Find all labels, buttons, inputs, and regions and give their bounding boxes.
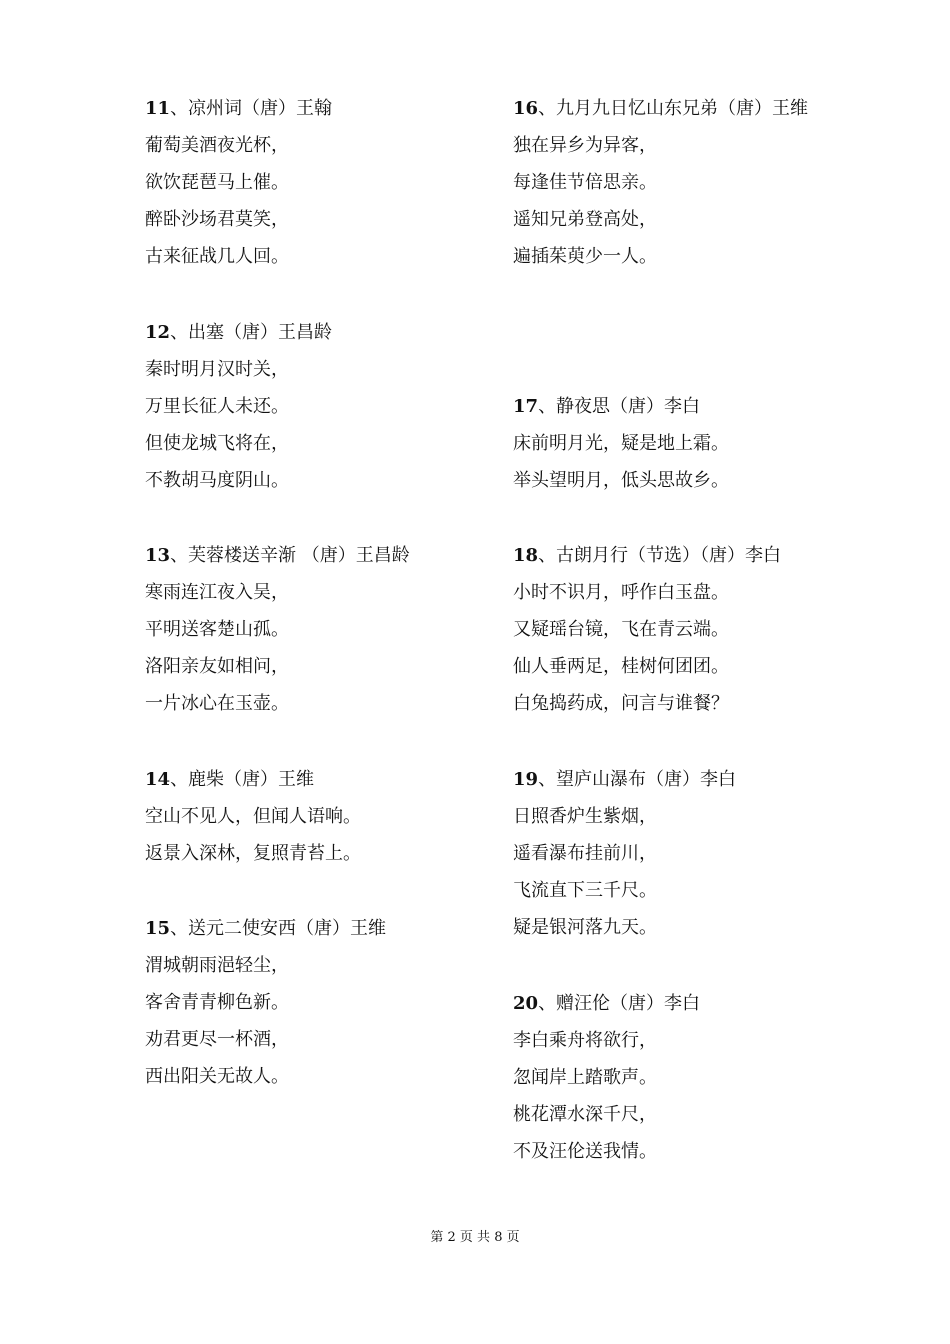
poem-11 [145, 96, 485, 281]
poem-title-text: 、芙蓉楼送辛渐 （唐）王昌龄 [170, 545, 410, 566]
poem-15 [145, 916, 485, 1101]
poem-line: 洛阳亲友如相问， [145, 656, 289, 677]
poem-line: 醉卧沙场君莫笑， [145, 209, 289, 230]
poem-line: 床前明月光，疑是地上霜。 [513, 433, 729, 454]
poem-line: 遥知兄弟登高处， [513, 209, 657, 230]
poem-line: 举头望明月，低头思故乡。 [513, 470, 729, 491]
poem-title-text: 、静夜思（唐）李白 [538, 396, 701, 417]
poem-title-text: 、鹿柴（唐）王维 [170, 769, 315, 790]
poem-16 [513, 96, 853, 281]
poem-title-text: 、九月九日忆山东兄弟（唐）王维 [538, 98, 809, 119]
poem-title-text: 、出塞（唐）王昌龄 [170, 322, 333, 343]
poem-line: 遍插茱萸少一人。 [513, 246, 657, 267]
poem-title [145, 320, 485, 357]
poem-title-text: 、古朗月行（节选）（唐）李白 [538, 545, 782, 566]
poem-14 [145, 767, 485, 878]
poem-line: 但使龙城飞将在， [145, 433, 289, 454]
poem-title [513, 991, 853, 1028]
poem-number: 17 [513, 396, 539, 417]
poem-title [513, 394, 853, 431]
poem-17 [513, 394, 853, 505]
poem-line: 白兔捣药成，问言与谁餐？ [513, 693, 729, 714]
poem-line: 渭城朝雨浥轻尘， [145, 955, 289, 976]
poem-title-text: 、望庐山瀑布（唐）李白 [538, 769, 737, 790]
poem-line: 欲饮琵琶马上催。 [145, 172, 289, 193]
poem-line: 古来征战几人回。 [145, 246, 289, 267]
poem-line: 忽闻岸上踏歌声。 [513, 1067, 657, 1088]
poem-title [513, 96, 853, 133]
poem-line: 独在异乡为异客， [513, 135, 657, 156]
page-number-footer: 第 2 页 共 8 页 [430, 1230, 520, 1245]
poem-line: 西出阳关无故人。 [145, 1066, 289, 1087]
poem-20 [513, 991, 853, 1176]
poem-line: 仙人垂两足，桂树何团团。 [513, 656, 729, 677]
poem-line: 寒雨连江夜入吴， [145, 582, 289, 603]
poem-13 [145, 543, 485, 728]
poem-number: 16 [513, 98, 539, 119]
poem-18 [513, 543, 853, 728]
poem-number: 14 [145, 769, 171, 790]
poem-line: 秦时明月汉时关， [145, 359, 289, 380]
poem-number: 11 [145, 98, 171, 119]
poem-number: 12 [145, 322, 171, 343]
poem-title-text: 、凉州词（唐）王翰 [170, 98, 333, 119]
poem-line: 每逢佳节倍思亲。 [513, 172, 657, 193]
poem-line: 又疑瑶台镜，飞在青云端。 [513, 619, 729, 640]
poem-number: 18 [513, 545, 539, 566]
poem-line: 飞流直下三千尺。 [513, 880, 657, 901]
poem-line: 空山不见人，但闻人语响。 [145, 806, 361, 827]
poem-line: 一片冰心在玉壶。 [145, 693, 289, 714]
poem-title-text: 、赠汪伦（唐）李白 [538, 993, 701, 1014]
poem-number: 20 [513, 993, 539, 1014]
poem-title [145, 96, 485, 133]
poem-line: 平明送客楚山孤。 [145, 619, 289, 640]
poem-line: 小时不识月，呼作白玉盘。 [513, 582, 729, 603]
poem-19 [513, 767, 853, 952]
poem-line: 疑是银河落九天。 [513, 917, 657, 938]
poem-title-text: 、送元二使安西（唐）王维 [170, 918, 387, 939]
poem-12 [145, 320, 485, 505]
poem-line: 万里长征人未还。 [145, 396, 289, 417]
poem-title [145, 767, 485, 804]
poem-title [513, 543, 853, 580]
poem-line: 劝君更尽一杯酒， [145, 1029, 289, 1050]
poem-line: 桃花潭水深千尺， [513, 1104, 657, 1125]
poem-line: 不教胡马度阴山。 [145, 470, 289, 491]
poem-line: 李白乘舟将欲行， [513, 1030, 657, 1051]
poem-line: 日照香炉生紫烟， [513, 806, 657, 827]
poem-title [145, 543, 485, 580]
poem-number: 13 [145, 545, 171, 566]
poem-title [145, 916, 485, 953]
poem-line: 葡萄美酒夜光杯， [145, 135, 289, 156]
poem-line: 返景入深林，复照青苔上。 [145, 843, 361, 864]
poem-title [513, 767, 853, 804]
poem-line: 遥看瀑布挂前川， [513, 843, 657, 864]
poem-number: 15 [145, 918, 171, 939]
poem-line: 客舍青青柳色新。 [145, 992, 289, 1013]
poem-number: 19 [513, 769, 539, 790]
poem-line: 不及汪伦送我情。 [513, 1141, 657, 1162]
